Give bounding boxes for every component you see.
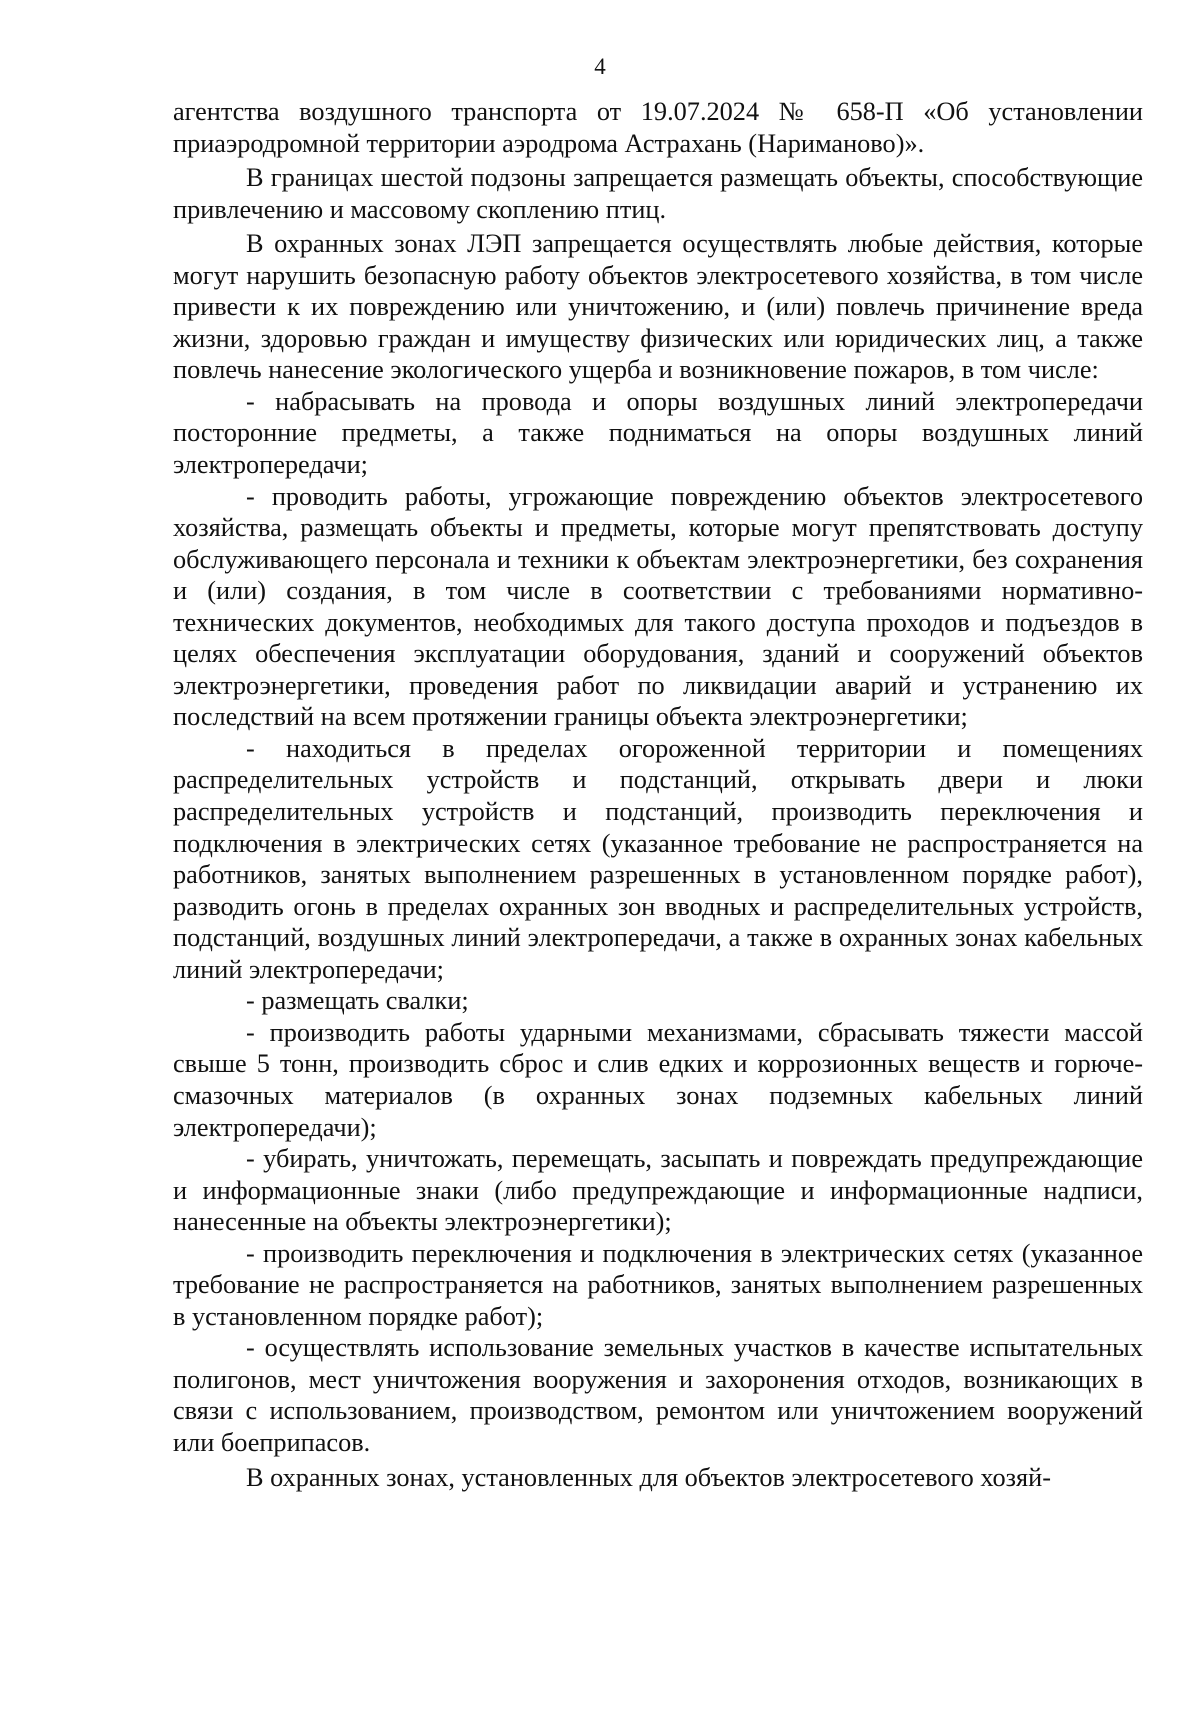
page-number: 4 xyxy=(594,54,606,79)
list-item-switching: - производить переключения и подключения в электрических сетях (указанное требование не распространяется на работников, занятых выполнением разрешенных в установленном порядке работ); xyxy=(173,1238,1143,1331)
list-item-land-use: - осуществлять использование земельных участков в качестве испытательных полигонов, мест уничтожения вооружения и захоронения отходов, возникающих в связи с использованием, производством, ремонтом или уничтожением вооружений или боеприпасов. xyxy=(173,1333,1143,1457)
list-item-signs: - убирать, уничтожать, перемещать, засыпать и повреждать предупреждающие и информационные знаки (либо предупреждающие и информационные надписи, нанесенные на объекты электроэнергетики); xyxy=(173,1144,1143,1237)
paragraph-protection-zones: В охранных зонах, установленных для объектов электросетевого хозяй- xyxy=(246,1462,1051,1492)
paragraph-sixth-subzone: В границах шестой подзоны запрещается размещать объекты, способствующие привлечению и массовому скоплению птиц. xyxy=(173,163,1143,224)
list-item-works: - проводить работы, угрожающие повреждению объектов электросетевого хозяйства, размещать объекты и предметы, которые могут препятствовать доступу обслуживающего персонала и техники к объектам электроэнергетики, без сохранения и (или) создания, в том числе в соответствии с требованиями нормативно-технических документов, необходимых для такого доступа проходов и подъездов в целях обеспечения эксплуатации оборудования, зданий и сооружений объектов электроэнергетики, проведения работ по ликвидации аварий и устранению их последствий на всем протяжении границы объекта электроэнергетики; xyxy=(173,481,1143,732)
list-item-substations: - находиться в пределах огороженной территории и помещениях распределительных устройств и подстанций, открывать двери и люки распределительных устройств и подстанций, производить переключения и подключения в электрических сетях (указанное требование не распространяется на работников, занятых выполнением разрешенных в установленном порядке работ), разводить огонь в пределах охранных зон вводных и распределительных устройств, подстанций, воздушных линий электропередачи, а также в охранных зонах кабельных линий электропередачи; xyxy=(173,733,1143,984)
list-item-dumps: - размещать свалки; xyxy=(246,986,469,1016)
document-body xyxy=(173,96,1143,1493)
paragraph-continuation: агентства воздушного транспорта от 19.07.2024 № 658-П «Об установлении приаэродромной территории аэродрома Астрахань (Нариманово)». xyxy=(173,97,1143,158)
list-item-impact-works: - производить работы ударными механизмами, сбрасывать тяжести массой свыше 5 тонн, производить сброс и слив едких и коррозионных веществ и горюче-смазочных материалов (в охранных зонах подземных кабельных линий электропередачи); xyxy=(173,1017,1143,1142)
paragraph-power-line-zones: В охранных зонах ЛЭП запрещается осуществлять любые действия, которые могут нарушить безопасную работу объектов электросетевого хозяйства, в том числе привести к их повреждению или уничтожению, и (или) повлечь причинение вреда жизни, здоровью граждан и имуществу физических или юридических лиц, а также повлечь нанесение экологического ущерба и возникновение пожаров, в том числе: xyxy=(173,229,1143,385)
list-item-wires: - набрасывать на провода и опоры воздушных линий электропередачи посторонние предметы, а также подниматься на опоры воздушных линий электропередачи; xyxy=(173,386,1143,480)
